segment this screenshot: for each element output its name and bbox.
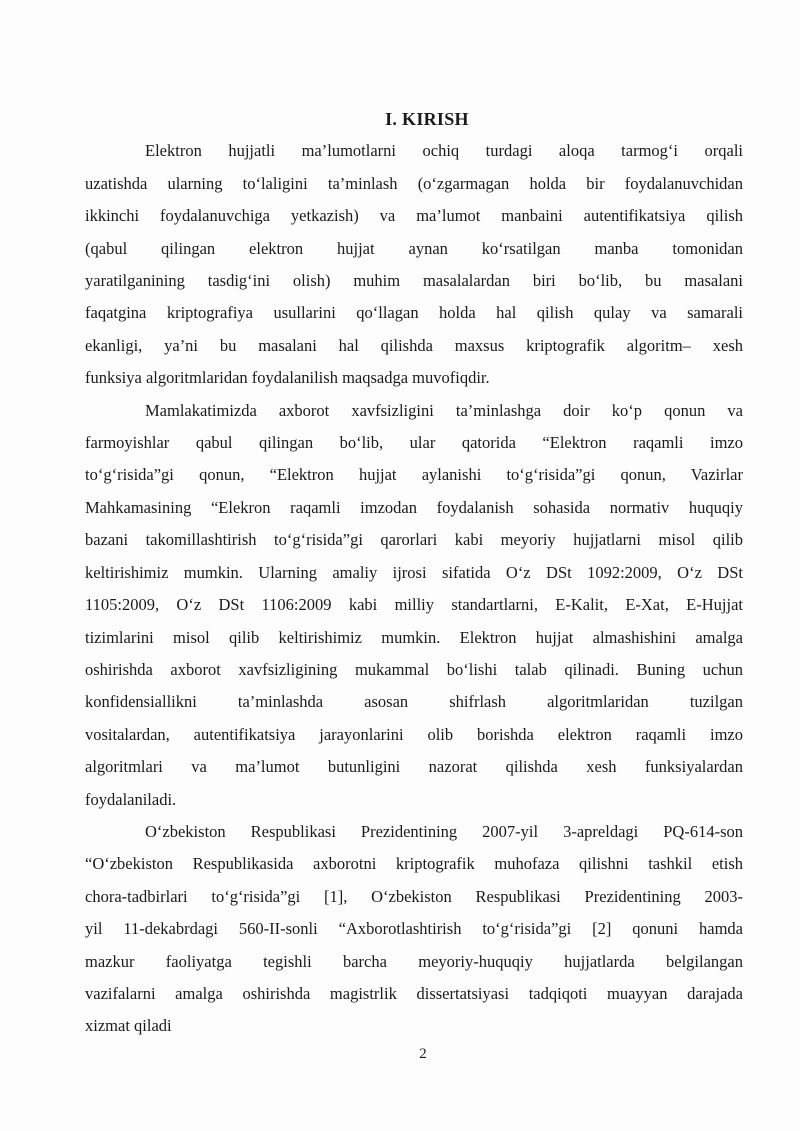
text-line: tizimlarini misol qilib keltirishimiz mumkin. Elektron hujjat almashishini amalga <box>85 627 743 647</box>
text-line: ikkinchi foydalanuvchiga yetkazish) va ma’lumot manbaini autentifikatsiya qilish <box>85 206 743 226</box>
text-line: algoritmlari va ma’lumot butunligini nazorat qilishda xesh funksiyalardan <box>85 757 743 777</box>
text-line: faqatgina kriptografiya usullarini qo‘llagan holda hal qilish qulay va samarali <box>85 303 743 323</box>
text-line: Mamlakatimizda axborot xavfsizligini ta’minlashga doir ko‘p qonun va <box>145 400 743 420</box>
text-line: foydalaniladi. <box>85 789 177 809</box>
text-line: bazani takomillashtirish to‘g‘risida”gi qarorlari kabi meyoriy hujjatlarni misol qilib <box>85 530 743 550</box>
text-line: (qabul qilingan elektron hujjat aynan ko‘rsatilgan manba tomonidan <box>85 238 743 258</box>
text-line: vositalardan, autentifikatsiya jarayonlarini olib borishda elektron raqamli imzo <box>85 724 743 744</box>
paragraph-3 <box>85 816 743 1043</box>
text-line: ekanligi, ya’ni bu masalani hal qilishda maxsus kriptografik algoritm– xesh <box>85 335 743 355</box>
paragraph-2 <box>85 395 743 816</box>
text-line: konfidensiallikni ta’minlashda asosan shifrlash algoritmlaridan tuzilgan <box>85 692 743 712</box>
text-line: to‘g‘risida”gi qonun, “Elektron hujjat aylanishi to‘g‘risida”gi qonun, Vazirlar <box>85 465 743 485</box>
section-title: I. KIRISH <box>385 109 469 129</box>
text-line: Mahkamasining “Elekron raqamli imzodan foydalanish sohasida normativ huquqiy <box>85 497 743 517</box>
text-line: funksiya algoritmlaridan foydalanilish maqsadga muvofiqdir. <box>85 368 490 388</box>
text-line: O‘zbekiston Respublikasi Prezidentining 2007-yil 3-apreldagi PQ-614-son <box>145 821 743 841</box>
text-column <box>85 103 743 1043</box>
text-line: xizmat qiladi <box>85 1016 172 1036</box>
paragraph-1 <box>85 135 743 394</box>
text-line: keltirishimiz mumkin. Ularning amaliy ijrosi sifatida O‘z DSt 1092:2009, O‘z DSt <box>85 562 743 582</box>
text-line: oshirishda axborot xavfsizligining mukammal bo‘lishi talab qilinadi. Buning uchun <box>85 659 743 679</box>
text-line: “O‘zbekiston Respublikasida axborotni kriptografik muhofaza qilishni tashkil etish <box>85 854 743 874</box>
text-line: chora-tadbirlari to‘g‘risida”gi [1], O‘zbekiston Respublikasi Prezidentining 2003- <box>85 886 743 906</box>
text-line: 1105:2009, O‘z DSt 1106:2009 kabi milliy standartlarni, E-Kalit, E-Xat, E-Hujjat <box>85 595 743 615</box>
text-line: uzatishda ularning to‘laligini ta’minlash (o‘zgarmagan holda bir foydalanuvchidan <box>85 173 743 193</box>
text-line: Elektron hujjatli ma’lumotlarni ochiq turdagi aloqa tarmog‘i orqali <box>145 141 743 161</box>
text-line: yaratilganining tasdig‘ini olish) muhim masalalardan biri bo‘lib, bu masalani <box>85 271 743 291</box>
text-line: mazkur faoliyatga tegishli barcha meyoriy-huquqiy hujjatlarda belgilangan <box>85 951 743 971</box>
text-line: vazifalarni amalga oshirishda magistrlik dissertatsiyasi tadqiqoti muayyan darajada <box>85 983 743 1003</box>
text-line: yil 11-dekabrdagi 560-II-sonli “Axborotlashtirish to‘g‘risida”gi [2] qonuni hamda <box>85 919 743 939</box>
text-line: farmoyishlar qabul qilingan bo‘lib, ular qatorida “Elektron raqamli imzo <box>85 433 743 453</box>
page-number: 2 <box>419 1046 427 1062</box>
